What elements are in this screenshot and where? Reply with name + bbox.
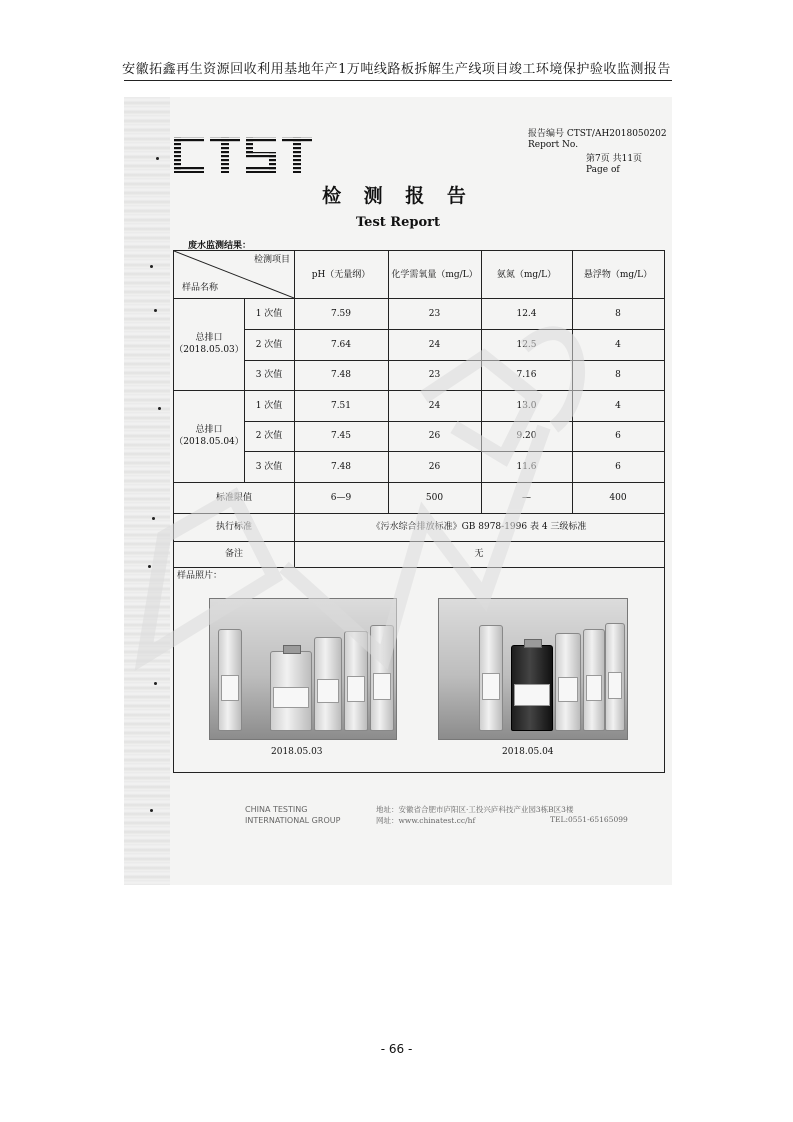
footer-tel: TEL:0551-65165099 [550,815,628,824]
scan-speck [154,309,157,312]
scan-speck [152,517,155,520]
value-ss: 8 [615,370,621,380]
header-diag-top: 检测项目 [253,255,290,265]
value-ammonia: 7.16 [516,370,537,380]
value-ammonia: 11.6 [516,461,537,472]
value-ss: 6 [615,461,621,472]
scan-speck [154,682,157,685]
wastewater-results-table [173,250,665,773]
limit-ph: 6—9 [330,492,352,503]
bottle-image [511,645,553,731]
remark-label: 备注 [224,549,243,559]
limit-ammonia: — [522,492,531,503]
value-ss: 4 [615,339,621,350]
value-cod: 24 [428,339,441,350]
scan-speck [150,809,153,812]
row-label: 1 次值 [255,400,283,411]
value-ammonia: 12.4 [516,308,537,319]
col-header-ph: pH（无量纲） [311,269,371,280]
row-label: 2 次值 [255,339,283,350]
photo-label: 样品照片： [177,571,223,581]
report-number [528,129,667,151]
footer-org-line-2: INTERNATIONAL GROUP [245,816,341,825]
value-ss: 6 [615,431,621,441]
value-ss: 4 [615,400,621,411]
footer-org-line-1: CHINA TESTING [245,805,308,814]
sample-date: （2018.05.04） [174,437,244,447]
sample-photo-1 [209,598,397,740]
row-label: 3 次值 [255,370,283,380]
value-cod: 26 [428,431,441,441]
row-label: 2 次值 [255,431,283,441]
scan-speck [148,565,151,568]
limit-label: 标准限值 [215,492,252,503]
footer-address: 地址：安徽省合肥市庐阳区·工投兴庐科技产业园3栋B区3楼 [376,805,574,814]
value-ammonia: 9.20 [516,431,537,441]
page-indicator-en: Page of [586,165,620,175]
sample-photo-2 [438,598,628,740]
bottle-image [314,637,342,731]
ctst-logo [174,135,314,175]
value-cod: 26 [428,461,441,472]
value-ph: 7.64 [330,339,352,350]
document-header-title: 安徽拓鑫再生资源回收利用基地年产1万吨线路板拆解生产线项目竣工环境保护验收监测报告 [122,62,671,77]
value-ammonia: 13.0 [516,400,537,411]
scanned-report-page [124,97,672,885]
page-number: - 66 - [380,1042,413,1056]
bottle-image [605,623,625,731]
value-ss: 8 [615,308,621,319]
limit-cod: 500 [425,492,444,503]
table-rule [174,567,664,568]
report-number-cn: 报告编号 CTST/AH2018050202 [528,129,667,139]
sample-name: 总排口 [195,425,223,435]
report-title-en: Test Report [356,215,440,230]
bottle-image [479,625,503,731]
report-page-indicator [586,154,642,176]
col-header-ammonia: 氨氮（mg/L） [496,269,557,280]
value-cod: 23 [428,308,441,319]
page-indicator-cn: 第7页 共11页 [586,154,643,164]
header-diag-bottom: 样品名称 [181,283,218,293]
photo-date-1: 2018.05.03 [271,747,323,757]
value-ph: 7.59 [330,308,352,319]
sample-group-1 [174,298,244,390]
value-ammonia: 12.5 [516,339,537,350]
scan-speck [150,265,153,268]
value-ph: 7.51 [330,400,352,411]
row-label: 3 次值 [255,461,283,472]
footer-organization [245,804,340,826]
standard-label: 执行标准 [215,522,252,532]
photo-date-2: 2018.05.04 [502,747,554,757]
value-ph: 7.48 [330,461,352,472]
sample-date: （2018.05.03） [174,345,244,355]
report-number-en: Report No. [528,140,579,150]
bottle-image [344,631,368,731]
bottle-image [218,629,242,731]
report-title-cn: 检 测 报 告 [322,185,474,207]
standard-value: 《污水综合排放标准》GB 8978-1996 表 4 三级标准 [371,522,587,532]
bottle-image [583,629,605,731]
section-label: 废水监测结果： [188,241,252,251]
bottle-image [270,651,312,731]
remark-value: 无 [474,549,484,559]
bottle-image [555,633,581,731]
col-header-cod: 化学需氧量（mg/L） [391,269,478,280]
col-header-ss: 悬浮物（mg/L） [583,269,653,280]
value-cod: 23 [428,370,441,380]
footer-website: 网址：www.chinatest.cc/hf [376,816,476,825]
value-ph: 7.45 [330,431,352,441]
footer-contact [376,804,573,826]
sample-name: 总排口 [195,333,223,343]
sample-group-2 [174,390,244,482]
bottle-image [370,625,394,731]
header-rule [124,80,672,81]
row-label: 1 次值 [255,308,283,319]
scan-speck [156,157,159,160]
scan-speck [158,407,161,410]
value-ph: 7.48 [330,370,352,380]
limit-ss: 400 [609,492,627,503]
value-cod: 24 [428,400,441,411]
